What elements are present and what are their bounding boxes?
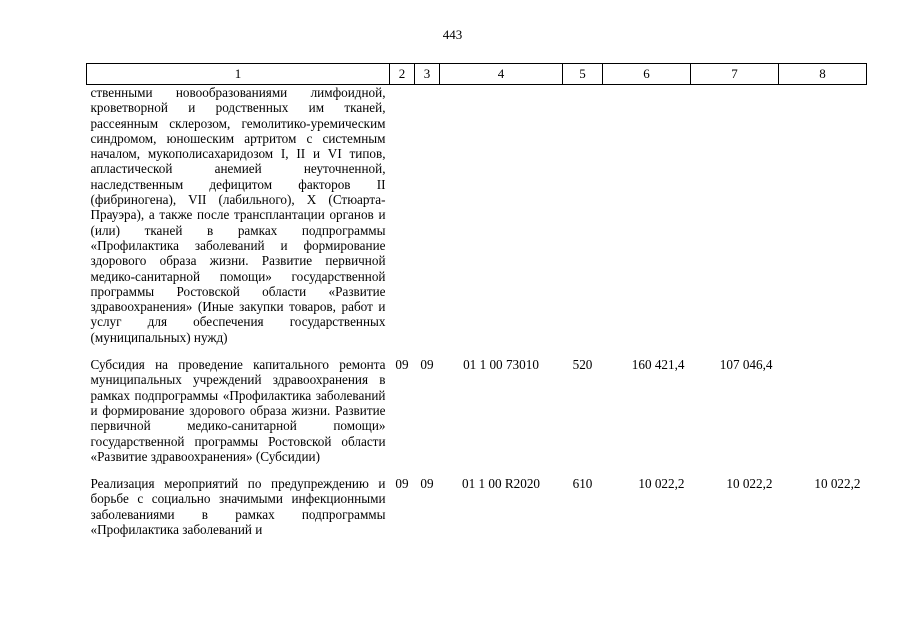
column-header: 3 — [415, 64, 440, 85]
row-subsection: 09 — [420, 357, 434, 373]
row-amount-col8: 10 022,2 — [814, 476, 861, 492]
column-header: 1 — [87, 64, 390, 85]
row-description: Реализация мероприятий по предупреждению и борьбе с социально значимыми инфекционными заболеваниями в рамках подпрограммы «Профилактика заболеваний и — [90, 476, 386, 538]
row-amount-col6: 10 022,2 — [638, 476, 685, 492]
row-target-code: 01 1 00 R2020 — [461, 476, 541, 492]
table-row — [87, 85, 867, 346]
row-subsection: 09 — [420, 476, 434, 492]
column-header: 7 — [691, 64, 779, 85]
row-expense-type: 610 — [572, 476, 593, 492]
row-subsection — [415, 85, 440, 346]
row-section: 09 — [395, 476, 409, 492]
column-header: 5 — [563, 64, 603, 85]
table-row — [87, 464, 867, 537]
row-description: Субсидия на проведение капитального ремонта муниципальных учреждений здравоохранения в рамках подпрограммы «Профилактика заболеваний и формирование здорового образа жизни. Развитие первичной медико-санитарной помощи» государственной программы Ростовской области «Развитие здравоохранения» (Субсидии) — [90, 357, 386, 464]
row-amount-col6: 160 421,4 — [631, 357, 685, 373]
row-target-code — [440, 85, 563, 346]
row-description: ственными новообразованиями лимфоидной, кроветворной и родственных им тканей, рассеянным склерозом, гемолитико-уремическим синдромом, юношеским артритом с системным началом, мукополисахаридозом I, II и VI типов, апластической анемией неуточненной, наследственным дефицитом факторов II (фибриногена), VII (лабильного), X (Стюарта-Прауэра), а также после трансплантации органов и (или) тканей в рамках подпрограммы «Профилактика заболеваний и формирование здорового образа жизни. Развитие первичной медико-санитарной помощи» государственной программы Ростовской области «Развитие здравоохранения» (Иные закупки товаров, работ и услуг для обеспечения государственных (муниципальных) нужд) — [90, 85, 386, 345]
table-row — [87, 345, 867, 464]
row-section: 09 — [395, 357, 409, 373]
row-amount-col7 — [691, 85, 779, 346]
row-expense-type: 520 — [572, 357, 593, 373]
row-amount-col8 — [779, 345, 867, 464]
row-amount-col7: 10 022,2 — [726, 476, 773, 492]
row-amount-col8 — [779, 85, 867, 346]
page-number: 443 — [442, 27, 463, 42]
column-header: 4 — [440, 64, 563, 85]
column-header: 6 — [603, 64, 691, 85]
column-number-header — [87, 64, 867, 85]
row-amount-col6 — [603, 85, 691, 346]
row-target-code: 01 1 00 73010 — [463, 357, 539, 373]
row-amount-col7: 107 046,4 — [719, 357, 773, 373]
budget-table — [86, 63, 867, 537]
column-header: 2 — [390, 64, 415, 85]
row-expense-type — [563, 85, 603, 346]
row-section — [390, 85, 415, 346]
column-header: 8 — [779, 64, 867, 85]
